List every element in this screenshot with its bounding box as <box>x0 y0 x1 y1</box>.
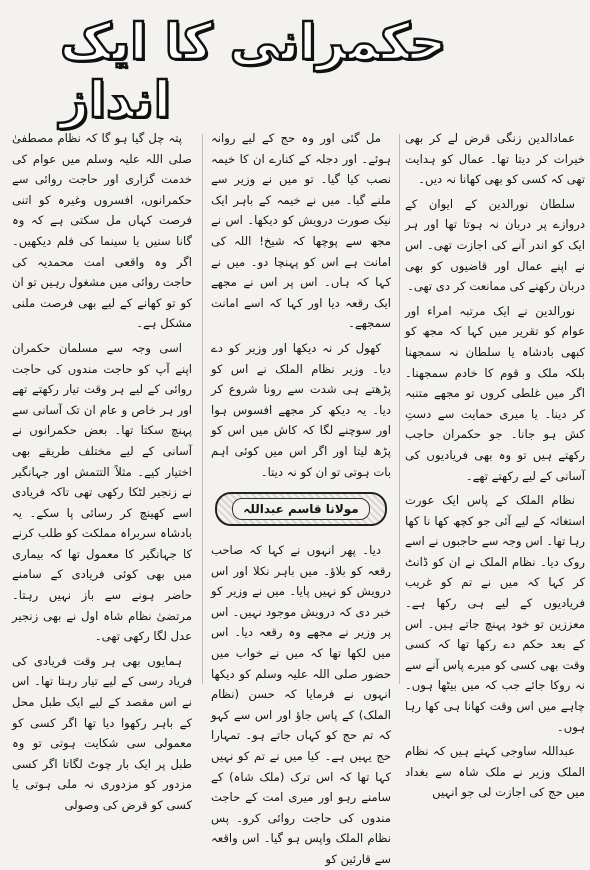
paragraph: نظام الملک کے پاس ایک عورت استغاثہ کے لیے آئی جو کچھ کھا نا کھا رہا تھا۔ اس وجہ سے حاجبوں نے اسے روک دیا۔ نظام الملک نے ان کو ڈانٹ کر کہا کہ میں نے تم کو غریب فریادیوں کے لیے ہی رکھا ہے۔ معززین تو خود پہنچ جاتے ہیں۔ اس کے بعد حکم دے رکھا تھا کہ کسی وقت بھی کسی کو میرے پاس آنے سے نہ روکا جائے جب کہ میں بیٹھا ہوں۔ چاہے میں اس وقت کھانا ہی کھا رہا ہوں۔ <box>405 493 585 734</box>
text-column-left <box>12 128 192 812</box>
text-column-right <box>405 128 585 800</box>
paragraph: ہمایوں بھی ہر وقت فریادی کی فریاد رسی کے لیے تیار رہتا تھا۔ اس نے اس مقصد کے لیے ایک طبل محل کے باہر رکھوا دیا تھا اگر کسی کو معمولی سی شکایت ہوتی تو وہ طبل پر ایک بار چوٹ لگاتا اگر کسی مزدور کو مزدوری نہ ملی ہوتی یا کسی کو قرض کی وصولی <box>12 653 192 812</box>
paragraph: عمادالدین زنگی قرض لے کر بھی خیرات کر دیتا تھا۔ عمال کو ہدایت تھی کہ کسی کو بھی کھانا نہ دیں۔ <box>405 131 585 187</box>
article-title: حکمرانی کا ایک انداز <box>60 13 447 129</box>
column-divider <box>202 134 203 684</box>
paragraph: عبداللہ ساوجی کہتے ہیں کہ نظام الملک وزیر نے ملک شاہ سے بغداد میں حج کی اجازت لی جو انہیں <box>405 744 585 800</box>
paragraph: مل گئی اور وہ حج کے لیے روانہ ہوئے۔ اور دجلہ کے کنارے ان کا خیمہ نصب کیا گیا۔ تو میں نے وزیر سے ملنے گیا۔ میں نے خیمہ کے باہر ایک نیک صورت درویش کو دیکھا۔ اس نے مجھ سے پوچھا کہ شیخ! اللہ کی امانت ہے اس کو پہنچا دو۔ میں نے کہا کہ ہاں۔ اس پر اس نے مجھے ایک رقعہ دیا اور کہا کہ اسے امانت سمجھے۔ <box>211 131 391 331</box>
column-divider <box>399 134 400 684</box>
text-column-middle <box>211 128 391 866</box>
author-byline-box <box>215 492 387 526</box>
paragraph: پتہ چل گیا ہو گا کہ نظام مصطفیٰ صلی اللہ علیہ وسلم میں عوام کی خدمت گزاری اور حاجت روائی سے حکمرانوں، افسروں وغیرہ کو اتنی فرصت کہاں مل سکتی ہے کہ وہ گانا سنیں یا سینما کی فلم دیکھیں۔ اگر وہ واقعی امت محمدیہ کی حاجت روائی میں مشغول رہیں تو ان کو تو کھانے کے لیے بھی فرصت ملنی مشکل ہے۔ <box>12 131 192 331</box>
author-name: مولانا قاسم عبداللہ <box>232 498 369 520</box>
paragraph: اسی وجہ سے مسلمان حکمران اپنے آپ کو حاجت مندوں کی حاجت روائی کے لیے ہر وقت تیار رکھتے تھے اور ہر خاص و عام ان تک آسانی سے پہنچ سکتا تھا۔ بعض حکمرانوں نے آسانی کے لیے مختلف طریقے بھی اختیار کیے۔ مثلاً التتمش اور جہانگیر نے زنجیر لٹکا رکھی تھی تاکہ فریادی اسے کھینچ کر رسائی پا سکے۔ یہ بادشاہ سربراہ مملکت کو طلب کرنے کا جہانگیر کا معمول تھا کہ بیماری میں بھی کوئی فریادی کے سامنے حاضر ہونے سے باز نہیں رہتا۔ مرتضیٰ نظام شاہ اول نے بھی زنجیر عدل لگا رکھی تھی۔ <box>12 340 192 644</box>
paragraph: سلطان نورالدین کے ایوان کے دروازے پر دربان نہ ہوتا تھا اور ہر ایک کو اندر آنے کی اجازت تھی۔ اس نے اپنے عمال اور قاضیوں کو بھی دربان رکھنے کی ممانعت کر دی تھی۔ <box>405 196 585 294</box>
paragraph: نورالدین نے ایک مرتبہ امراء اور عوام کو تقریر میں کہا کہ مجھ کو کبھی بادشاہ یا سلطان نہ سمجھنا بلکہ ملک و قوم کا خادم سمجھنا۔ اگر میں غلطی کروں تو مجھے متنبہ کر دینا۔ یا میری حمایت سے دستِ کش ہو جانا۔ جو حکمران حاجب رکھتے ہیں تو وہ بھی فریادیوں کی آسانی کے لیے رکھتے تھے۔ <box>405 303 585 483</box>
paragraph: کھول کر نہ دیکھا اور وزیر کو دے دیا۔ وزیر نظام الملک نے اس کو پڑھتے ہی شدت سے رونا شروع کر دیا۔ یہ دیکھ کر مجھے افسوس ہوا اور سوچنے لگا کہ کاش میں اس کو پڑھ لیتا اور اگر اس میں کوئی اہم بات ہوتی تو ان کو نہ دیتا۔ <box>211 340 391 479</box>
paragraph: دیا۔ پھر انہوں نے کہا کہ صاحب رقعہ کو بلاؤ۔ میں باہر نکلا اور اس درویش کو نہیں پایا۔ میں نے وزیر کو خبر دی کہ درویش موجود نہیں۔ اس پر وزیر نے مجھے وہ رقعہ دیا۔ اس میں لکھا تھا کہ میں نے خواب میں حضور صلی اللہ علیہ وسلم کو دیکھا انہوں نے فرمایا کہ حسن (نظام الملک) کے پاس جاؤ اور اس سے کہو کہ تم حج کو کہاں جاتے ہو۔ تمہارا حج یہیں ہے۔ کیا میں نے تم کو نہیں کہا تھا کہ اس ترک (ملک شاہ) کے سامنے رہو اور میری امت کے حاجت مندوں کی حاجت روائی کرو۔ پس نظام الملک واپس ہو گیا۔ اس واقعہ سے قارئین کو <box>211 543 391 866</box>
